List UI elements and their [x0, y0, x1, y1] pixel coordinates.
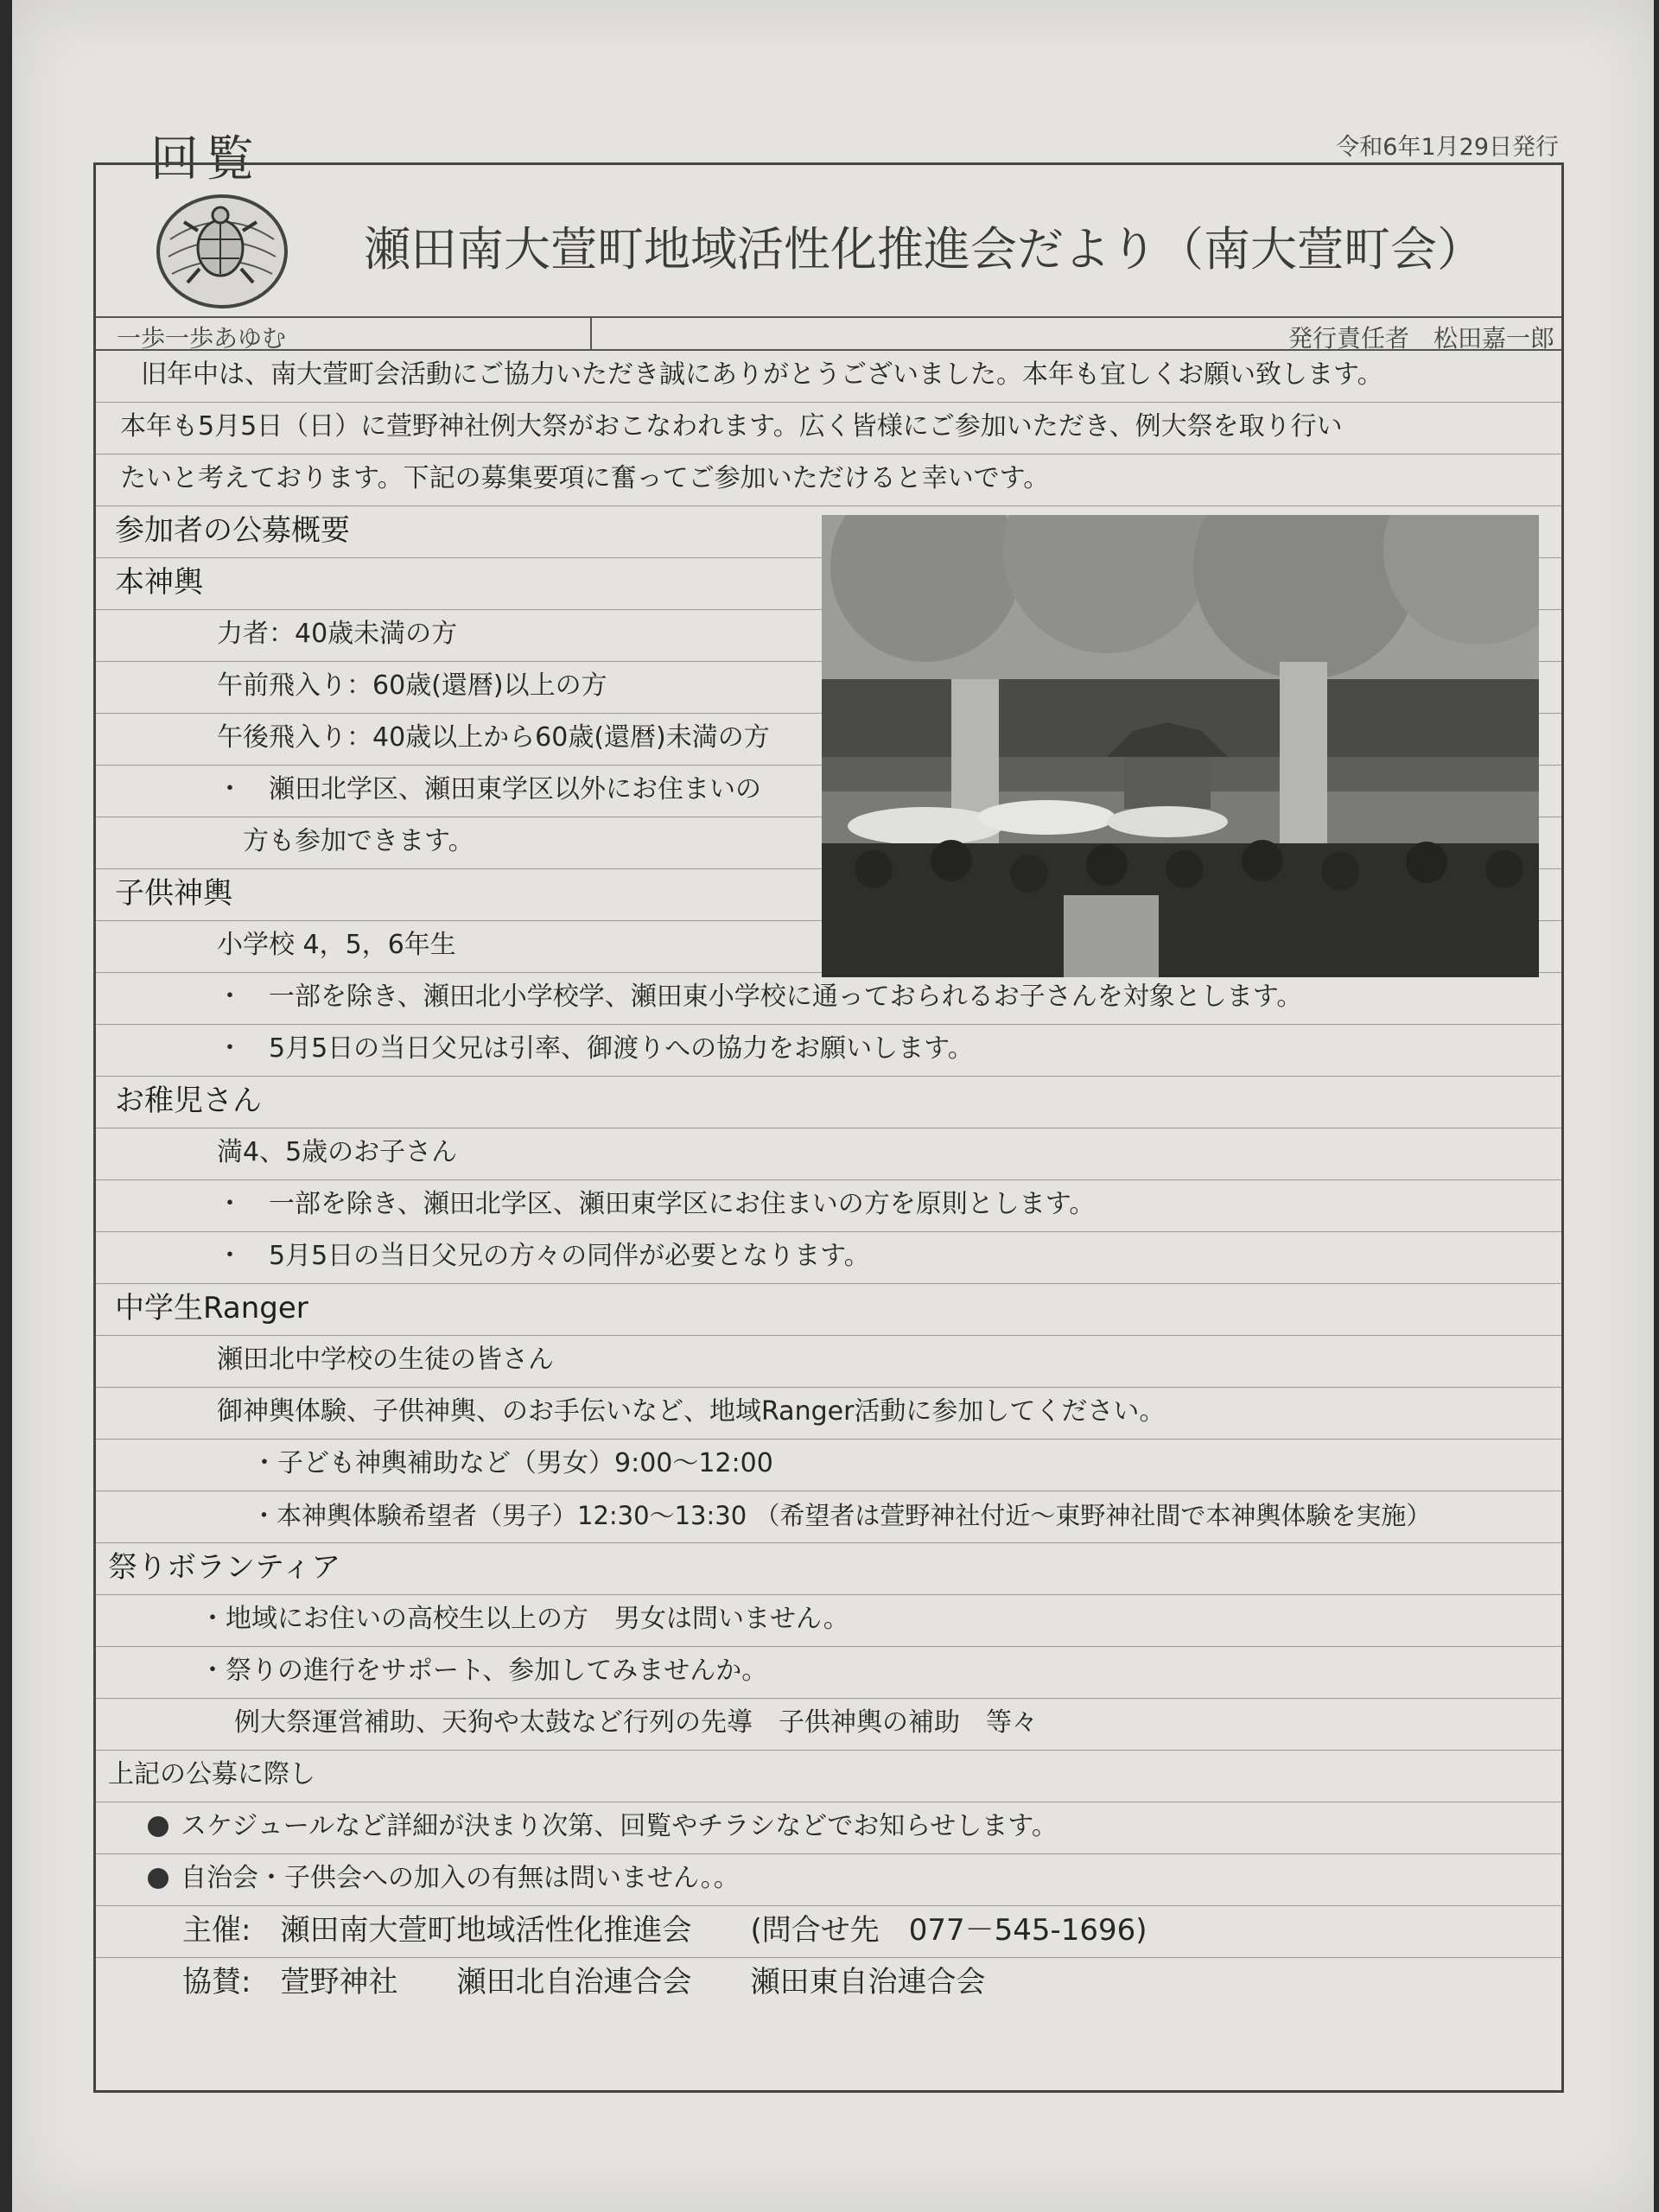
list-item: 午後飛入り：40歳以上から60歳(還暦)未満の方	[96, 714, 1561, 766]
newsletter-header	[96, 165, 1561, 316]
list-item: 小学校 4，5，6年生	[96, 921, 1561, 973]
section-kodomo-title: 子供神輿	[96, 869, 1561, 921]
list-item: 方も参加できます。	[96, 817, 1561, 869]
newsletter-frame	[93, 162, 1564, 2093]
list-item: 例大祭運営補助、天狗や太鼓など行列の先導 子供神輿の補助 等々	[96, 1699, 1561, 1751]
turtle-seal-logo	[153, 188, 291, 310]
list-item: 満4、5歳のお子さん	[96, 1128, 1561, 1180]
list-item: ・地域にお住いの高校生以上の方 男女は問いません。	[96, 1595, 1561, 1647]
kairan-label: 回覧	[150, 131, 261, 188]
bullet-icon	[148, 1816, 168, 1837]
list-item: ・ 5月5日の当日父兄の方々の同伴が必要となります。	[96, 1232, 1561, 1284]
subrow-divider	[590, 318, 592, 349]
list-item: ・ 瀬田北学区、瀬田東学区以外にお住まいの	[96, 766, 1561, 817]
footer-organizer: 主催: 瀬田南大萱町地域活性化推進会 (問合せ先 077－545-1696)	[96, 1906, 1561, 1958]
header-subrow	[96, 316, 1561, 351]
publisher: 発行責任者 松田嘉一郎	[1287, 324, 1554, 353]
list-item: ・ 一部を除き、瀬田北小学校学、瀬田東小学校に通っておられるお子さんを対象とします。	[96, 973, 1561, 1025]
list-item: 自治会・子供会への加入の有無は問いません。。	[96, 1854, 1561, 1906]
festival-photo	[822, 515, 1539, 977]
section-overview-title: 参加者の公募概要	[96, 506, 1561, 558]
section-notes-title: 上記の公募に際し	[96, 1751, 1561, 1802]
issue-date: 令和6年1月29日発行	[1336, 134, 1559, 161]
section-honmikoshi-title: 本神輿	[96, 558, 1561, 610]
motto: 一歩一歩あゆむ	[117, 324, 287, 353]
list-item: ・ 一部を除き、瀬田北学区、瀬田東学区にお住まいの方を原則とします。	[96, 1180, 1561, 1232]
list-item: 御神輿体験、子供神輿、のお手伝いなど、地域Ranger活動に参加してください。	[96, 1388, 1561, 1440]
list-item: 瀬田北中学校の生徒の皆さん	[96, 1336, 1561, 1388]
circular-paper	[12, 0, 1654, 2212]
list-item: ・ 5月5日の当日父兄は引率、御渡りへの協力をお願いします。	[96, 1025, 1561, 1077]
newsletter-title: 瀬田南大萱町地域活性化推進会だより（南大萱町会）	[364, 222, 1484, 276]
list-item: 午前飛入り：60歳(還暦)以上の方	[96, 662, 1561, 714]
intro-line: 本年も5月5日（日）に萱野神社例大祭がおこなわれます。広く皆様にご参加いただき、例大祭を取り行い	[96, 403, 1561, 454]
section-ranger-title: 中学生Ranger	[96, 1284, 1561, 1336]
bullet-icon	[148, 1868, 168, 1889]
list-item: 力者：40歳未満の方	[96, 610, 1561, 662]
list-item: ・子ども神輿補助など（男女）9:00～12:00	[96, 1440, 1561, 1491]
list-item: ・祭りの進行をサポート、参加してみませんか。	[96, 1647, 1561, 1699]
footer-sponsor: 協賛: 萱野神社 瀬田北自治連合会 瀬田東自治連合会	[182, 1965, 986, 1999]
list-item: ・本神輿体験希望者（男子）12:30～13:30 （希望者は萱野神社付近～東野神社間で本神輿体験を実施）	[96, 1491, 1561, 1543]
section-chigo-title: お稚児さん	[96, 1077, 1561, 1128]
list-item: スケジュールなど詳細が決まり次第、回覧やチラシなどでお知らせします。	[96, 1802, 1561, 1854]
intro-line: 旧年中は、南大萱町会活動にご協力いただき誠にありがとうございました。本年も宜しくお願い致します。	[96, 351, 1561, 403]
intro-line: たいと考えております。下記の募集要項に奮ってご参加いただけると幸いです。	[96, 454, 1561, 506]
section-volunteer-title: 祭りボランティア	[96, 1543, 1561, 1595]
